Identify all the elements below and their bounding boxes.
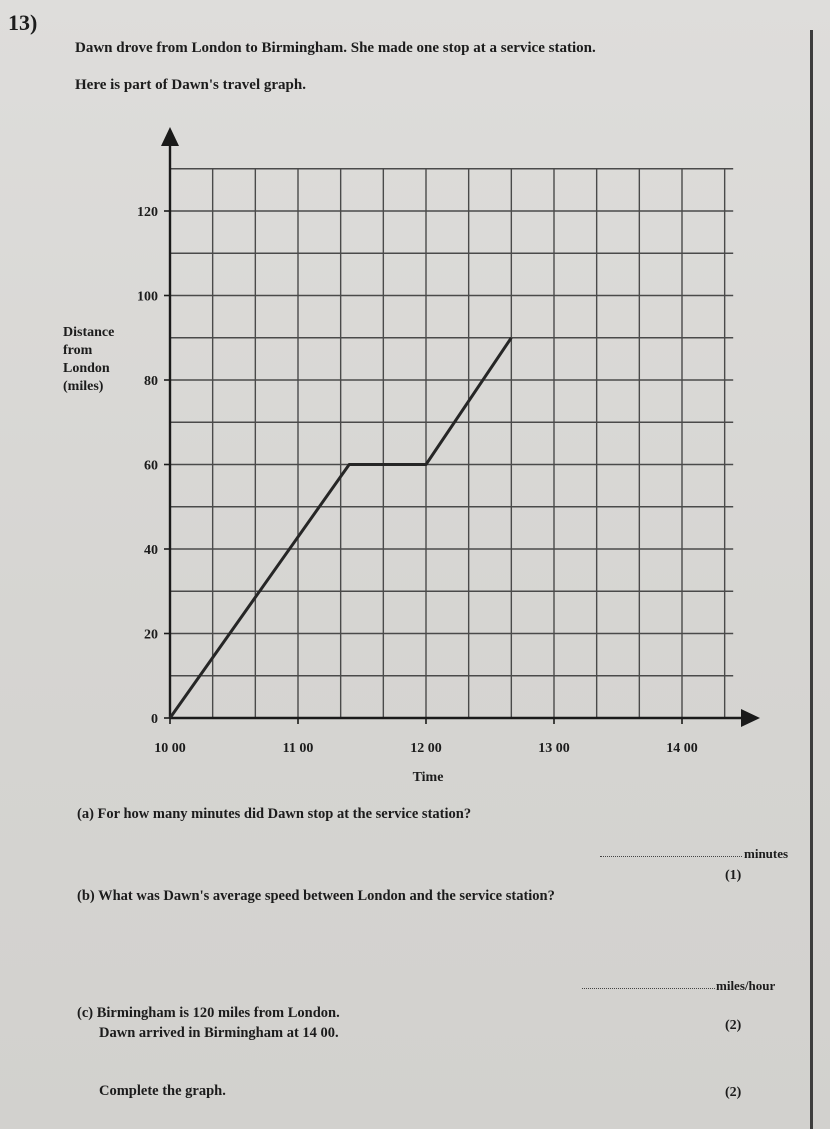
y-tick-label: 100 — [137, 289, 158, 305]
part-a-unit: minutes — [744, 846, 789, 861]
part-b-label: (b) — [77, 888, 95, 904]
part-b-answer-line[interactable] — [582, 988, 715, 989]
y-axis-title-line: Distance — [63, 325, 115, 340]
y-axis-title-line: (miles) — [63, 379, 104, 394]
part-a-marks: (1) — [725, 868, 742, 883]
page-margin-line — [810, 30, 813, 1129]
part-b-unit: miles/hour — [716, 978, 776, 993]
part-b-marks: (2) — [725, 1018, 742, 1033]
x-tick-label: 13 00 — [538, 741, 570, 756]
x-axis-arrow-icon — [741, 709, 760, 727]
part-c-question-line-1 — [77, 1005, 340, 1022]
y-tick-label: 0 — [151, 712, 158, 727]
part-c-marks: (2) — [725, 1085, 742, 1100]
part-c-text-1: Birmingham is 120 miles from London. — [96, 1005, 340, 1021]
question-number: 13) — [8, 10, 38, 35]
part-b-text: What was Dawn's average speed between London and the service station? — [98, 888, 555, 904]
x-tick-label: 11 00 — [282, 741, 314, 756]
y-axis-title-line: from — [63, 343, 93, 358]
part-b-question — [77, 888, 555, 905]
y-tick-label: 80 — [144, 374, 158, 389]
part-a-answer-line[interactable] — [600, 856, 742, 857]
y-tick-label: 40 — [144, 543, 158, 558]
x-axis-ticks — [154, 718, 698, 756]
x-axis-title: Time — [412, 770, 444, 785]
y-axis-ticks — [137, 205, 170, 727]
part-c-question-line-2: Dawn arrived in Birmingham at 14 00. — [99, 1025, 339, 1041]
graph-axes — [161, 127, 760, 727]
y-tick-label: 60 — [144, 458, 158, 474]
part-c-instruction: Complete the graph. — [99, 1083, 226, 1099]
part-c-label: (c) — [77, 1005, 94, 1021]
x-tick-label: 12 00 — [410, 741, 442, 756]
x-tick-label: 10 00 — [154, 741, 186, 756]
question-intro-line-2: Here is part of Dawn's travel graph. — [75, 77, 306, 93]
y-tick-label: 120 — [137, 205, 158, 220]
y-axis-title — [63, 325, 114, 394]
y-axis-title-line: London — [63, 361, 110, 376]
y-tick-label: 20 — [144, 627, 158, 643]
part-a-text: For how many minutes did Dawn stop at the service station? — [97, 806, 472, 822]
part-a-question — [77, 806, 471, 823]
x-tick-label: 14 00 — [666, 741, 698, 756]
y-axis-arrow-icon — [161, 127, 179, 146]
question-intro-line-1: Dawn drove from London to Birmingham. She made one stop at a service station. — [75, 40, 596, 56]
graph-grid — [170, 169, 733, 718]
part-a-label: (a) — [77, 806, 94, 822]
